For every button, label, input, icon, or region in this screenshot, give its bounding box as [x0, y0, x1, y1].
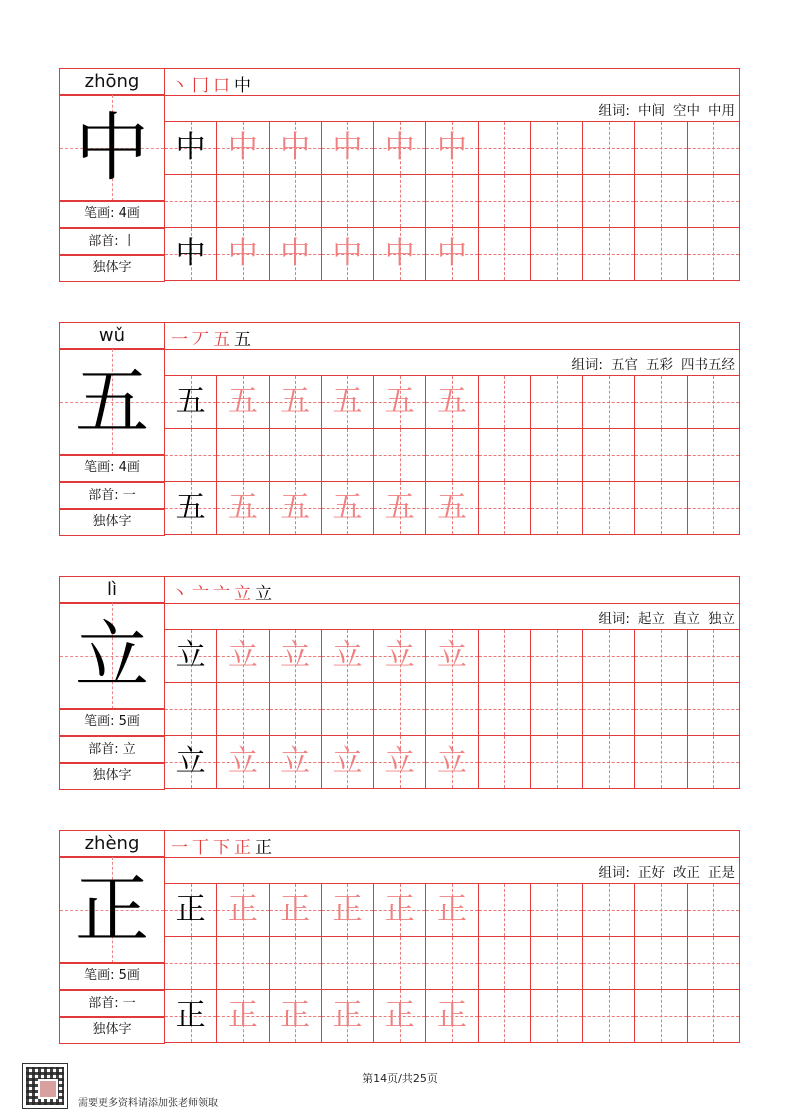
practice-cell[interactable] [322, 736, 374, 789]
practice-cell[interactable] [531, 228, 583, 281]
practice-cell[interactable] [374, 376, 426, 429]
practice-cell[interactable] [635, 122, 687, 175]
practice-cell[interactable] [688, 884, 740, 937]
practice-cell[interactable] [583, 990, 635, 1043]
practice-cell[interactable] [583, 376, 635, 429]
word-examples [590, 861, 735, 881]
pinyin-label: lì [59, 576, 165, 604]
practice-cell[interactable] [688, 429, 740, 482]
practice-cell[interactable] [270, 228, 322, 281]
pinyin-label: zhèng [59, 830, 165, 858]
model-character: 正 [175, 892, 206, 927]
trace-character: 中 [227, 236, 258, 271]
char-info-column [59, 68, 165, 282]
trace-character: 中 [436, 236, 467, 271]
practice-area [165, 830, 740, 1044]
practice-grid [165, 736, 740, 789]
practice-cell[interactable] [531, 884, 583, 937]
practice-cell[interactable] [479, 630, 531, 683]
word-example: 五官 [611, 357, 638, 373]
stroke-sequence [171, 579, 276, 604]
trace-character: 正 [436, 892, 467, 927]
trace-character: 立 [227, 638, 258, 673]
stroke-step: 五 [213, 330, 234, 350]
practice-cell[interactable] [322, 482, 374, 535]
practice-cell[interactable] [426, 175, 478, 228]
practice-cell[interactable] [217, 122, 269, 175]
word-examples-row [165, 856, 740, 884]
trace-character: 立 [384, 638, 415, 673]
practice-cell[interactable] [217, 630, 269, 683]
trace-character: 中 [384, 236, 415, 271]
practice-cell[interactable] [479, 429, 531, 482]
practice-cell[interactable] [374, 122, 426, 175]
practice-cell[interactable] [688, 683, 740, 736]
stroke-sequence [171, 325, 255, 350]
practice-cell[interactable] [322, 937, 374, 990]
practice-cell[interactable] [374, 175, 426, 228]
stroke-final: 五 [234, 330, 255, 350]
practice-cell[interactable] [531, 683, 583, 736]
trace-character: 立 [332, 744, 363, 779]
large-character-box [59, 94, 165, 202]
word-example: 空中 [673, 103, 700, 119]
practice-area [165, 322, 740, 536]
character-block [59, 830, 740, 1044]
practice-cell[interactable] [479, 990, 531, 1043]
stroke-sequence [171, 833, 276, 858]
trace-character: 正 [332, 892, 363, 927]
stroke-count: 笔画: 4画 [59, 200, 165, 228]
practice-cell[interactable] [635, 376, 687, 429]
practice-cell[interactable] [270, 937, 322, 990]
practice-cell[interactable] [165, 884, 217, 937]
practice-cell[interactable] [426, 122, 478, 175]
stroke-final: 立 [255, 584, 276, 604]
practice-cell[interactable] [270, 175, 322, 228]
pinyin-label: zhōng [59, 68, 165, 96]
practice-cell[interactable] [165, 990, 217, 1043]
trace-character: 五 [332, 490, 363, 525]
trace-character: 中 [227, 130, 258, 165]
word-example: 中用 [708, 103, 735, 119]
practice-cell[interactable] [217, 376, 269, 429]
practice-cell[interactable] [479, 228, 531, 281]
practice-cell[interactable] [426, 884, 478, 937]
practice-cell[interactable] [479, 175, 531, 228]
stroke-order-row [165, 68, 740, 96]
trace-character: 正 [332, 998, 363, 1033]
practice-cell[interactable] [479, 482, 531, 535]
practice-cell[interactable] [635, 683, 687, 736]
practice-cell[interactable] [374, 482, 426, 535]
word-examples [590, 99, 735, 119]
stroke-count: 笔画: 5画 [59, 962, 165, 990]
practice-cell[interactable] [270, 736, 322, 789]
practice-cell[interactable] [479, 884, 531, 937]
practice-cell[interactable] [688, 630, 740, 683]
practice-cell[interactable] [217, 482, 269, 535]
trace-character: 正 [227, 892, 258, 927]
word-example: 五彩 [646, 357, 673, 373]
trace-character: 中 [332, 130, 363, 165]
large-character-box [59, 602, 165, 710]
practice-grid [165, 122, 740, 228]
trace-character: 五 [227, 490, 258, 525]
practice-cell[interactable] [531, 937, 583, 990]
practice-cell[interactable] [165, 683, 217, 736]
practice-cell[interactable] [531, 736, 583, 789]
trace-character: 立 [227, 744, 258, 779]
practice-cell[interactable] [322, 884, 374, 937]
character-block [59, 576, 740, 790]
word-example: 直立 [673, 611, 700, 627]
trace-character: 中 [332, 236, 363, 271]
practice-cell[interactable] [479, 122, 531, 175]
practice-cell[interactable] [165, 175, 217, 228]
practice-cell[interactable] [270, 683, 322, 736]
large-character-box [59, 348, 165, 456]
practice-cell[interactable] [635, 990, 687, 1043]
practice-cell[interactable] [217, 990, 269, 1043]
practice-cell[interactable] [217, 937, 269, 990]
trace-character: 五 [436, 384, 467, 419]
practice-cell[interactable] [583, 228, 635, 281]
trace-character: 立 [332, 638, 363, 673]
practice-cell[interactable] [531, 482, 583, 535]
practice-cell[interactable] [688, 990, 740, 1043]
practice-cell[interactable] [270, 482, 322, 535]
word-example: 正是 [708, 865, 735, 881]
practice-cell[interactable] [165, 482, 217, 535]
practice-cell[interactable] [374, 228, 426, 281]
trace-character: 中 [280, 236, 311, 271]
radical: 部首: 立 [59, 736, 165, 764]
words-label: 组词: [598, 103, 630, 119]
words-label: 组词: [598, 611, 630, 627]
practice-cell[interactable] [426, 429, 478, 482]
word-examples [563, 353, 735, 373]
practice-cell[interactable] [217, 683, 269, 736]
practice-cell[interactable] [426, 630, 478, 683]
practice-cell[interactable] [479, 376, 531, 429]
large-character-box [59, 856, 165, 964]
word-example: 起立 [638, 611, 665, 627]
trace-character: 立 [280, 638, 311, 673]
practice-cell[interactable] [635, 482, 687, 535]
practice-cell[interactable] [165, 122, 217, 175]
practice-cell[interactable] [322, 429, 374, 482]
practice-cell[interactable] [426, 482, 478, 535]
character-block [59, 322, 740, 536]
trace-character: 立 [436, 638, 467, 673]
practice-cell[interactable] [217, 175, 269, 228]
trace-character: 立 [436, 744, 467, 779]
practice-cell[interactable] [583, 736, 635, 789]
model-character: 立 [175, 638, 206, 673]
practice-grid [165, 990, 740, 1043]
model-character: 正 [175, 998, 206, 1033]
trace-character: 正 [384, 892, 415, 927]
stroke-order-row [165, 322, 740, 350]
character-block [59, 68, 740, 282]
practice-cell[interactable] [635, 228, 687, 281]
trace-character: 五 [227, 384, 258, 419]
practice-cell[interactable] [583, 482, 635, 535]
large-character: 中 [75, 105, 149, 191]
stroke-step: 下 [213, 838, 234, 858]
stroke-count: 笔画: 4画 [59, 454, 165, 482]
large-character: 五 [75, 359, 149, 445]
practice-cell[interactable] [688, 122, 740, 175]
practice-cell[interactable] [270, 122, 322, 175]
words-label: 组词: [598, 865, 630, 881]
practice-cell[interactable] [426, 683, 478, 736]
stroke-step: 丶 [171, 76, 192, 96]
stroke-step: 亠 [192, 584, 213, 604]
practice-cell[interactable] [165, 630, 217, 683]
practice-cell[interactable] [479, 736, 531, 789]
practice-cell[interactable] [165, 429, 217, 482]
model-character: 立 [175, 744, 206, 779]
trace-character: 正 [280, 998, 311, 1033]
stroke-step: 丶 [171, 584, 192, 604]
practice-cell[interactable] [217, 228, 269, 281]
stroke-step: 正 [234, 838, 255, 858]
practice-area [165, 576, 740, 790]
stroke-final: 正 [255, 838, 276, 858]
char-info-column [59, 322, 165, 536]
practice-cell[interactable] [583, 683, 635, 736]
practice-cell[interactable] [374, 630, 426, 683]
word-examples-row [165, 94, 740, 122]
practice-cell[interactable] [479, 937, 531, 990]
structure: 独体字 [59, 1016, 165, 1044]
practice-area [165, 68, 740, 282]
model-character: 五 [175, 384, 206, 419]
practice-grid [165, 228, 740, 281]
practice-cell[interactable] [322, 122, 374, 175]
trace-character: 五 [280, 384, 311, 419]
char-info-column [59, 576, 165, 790]
practice-cell[interactable] [531, 122, 583, 175]
practice-cell[interactable] [322, 376, 374, 429]
trace-character: 正 [384, 998, 415, 1033]
practice-cell[interactable] [374, 736, 426, 789]
trace-character: 中 [280, 130, 311, 165]
page-number: 第14页/共25页 [362, 1072, 438, 1085]
practice-cell[interactable] [217, 736, 269, 789]
radical: 部首: 一 [59, 482, 165, 510]
practice-cell[interactable] [426, 376, 478, 429]
model-character: 中 [175, 236, 206, 271]
practice-cell[interactable] [583, 429, 635, 482]
practice-cell[interactable] [165, 937, 217, 990]
word-example: 改正 [673, 865, 700, 881]
stroke-order-row [165, 830, 740, 858]
word-examples-row [165, 602, 740, 630]
practice-cell[interactable] [635, 736, 687, 789]
practice-cell[interactable] [635, 630, 687, 683]
practice-cell[interactable] [583, 122, 635, 175]
pinyin-label: wǔ [59, 322, 165, 350]
trace-character: 正 [280, 892, 311, 927]
practice-cell[interactable] [426, 937, 478, 990]
model-character: 中 [175, 130, 206, 165]
practice-cell[interactable] [322, 630, 374, 683]
practice-cell[interactable] [688, 175, 740, 228]
practice-cell[interactable] [322, 228, 374, 281]
practice-cell[interactable] [374, 937, 426, 990]
practice-grid [165, 630, 740, 736]
trace-character: 正 [436, 998, 467, 1033]
practice-cell[interactable] [165, 228, 217, 281]
model-character: 五 [175, 490, 206, 525]
practice-cell[interactable] [531, 990, 583, 1043]
practice-cell[interactable] [531, 376, 583, 429]
practice-cell[interactable] [688, 482, 740, 535]
practice-cell[interactable] [426, 990, 478, 1043]
practice-cell[interactable] [165, 376, 217, 429]
practice-cell[interactable] [635, 884, 687, 937]
practice-cell[interactable] [322, 683, 374, 736]
practice-cell[interactable] [270, 884, 322, 937]
stroke-step: 立 [234, 584, 255, 604]
practice-cell[interactable] [270, 429, 322, 482]
trace-character: 五 [384, 384, 415, 419]
practice-cell[interactable] [531, 429, 583, 482]
practice-cell[interactable] [688, 228, 740, 281]
practice-cell[interactable] [270, 630, 322, 683]
practice-cell[interactable] [635, 937, 687, 990]
practice-cell[interactable] [583, 175, 635, 228]
practice-cell[interactable] [635, 429, 687, 482]
practice-cell[interactable] [426, 228, 478, 281]
practice-grid [165, 884, 740, 990]
practice-cell[interactable] [531, 175, 583, 228]
trace-character: 五 [332, 384, 363, 419]
trace-character: 中 [436, 130, 467, 165]
practice-cell[interactable] [583, 884, 635, 937]
practice-cell[interactable] [165, 736, 217, 789]
practice-cell[interactable] [583, 937, 635, 990]
practice-cell[interactable] [270, 990, 322, 1043]
stroke-order-row [165, 576, 740, 604]
stroke-step: 冂 [192, 76, 213, 96]
practice-cell[interactable] [374, 884, 426, 937]
practice-cell[interactable] [635, 175, 687, 228]
practice-cell[interactable] [217, 429, 269, 482]
practice-cell[interactable] [374, 990, 426, 1043]
practice-cell[interactable] [531, 630, 583, 683]
stroke-step: 口 [213, 76, 234, 96]
stroke-step: 丆 [192, 330, 213, 350]
trace-character: 五 [280, 490, 311, 525]
stroke-step: 一 [171, 330, 192, 350]
word-example: 独立 [708, 611, 735, 627]
promo-text: 需要更多资料请添加张老师领取 [78, 1098, 218, 1109]
practice-cell[interactable] [217, 884, 269, 937]
word-examples [590, 607, 735, 627]
practice-cell[interactable] [583, 630, 635, 683]
stroke-sequence [171, 71, 255, 96]
practice-cell[interactable] [374, 683, 426, 736]
trace-character: 五 [436, 490, 467, 525]
stroke-step: 一 [171, 838, 192, 858]
practice-grid [165, 482, 740, 535]
word-example: 四书五经 [681, 357, 735, 373]
trace-character: 立 [384, 744, 415, 779]
large-character: 立 [75, 613, 149, 699]
practice-cell[interactable] [322, 990, 374, 1043]
practice-cell[interactable] [270, 376, 322, 429]
stroke-step: 丅 [192, 838, 213, 858]
practice-grid [165, 376, 740, 482]
structure: 独体字 [59, 508, 165, 536]
char-info-column [59, 830, 165, 1044]
trace-character: 立 [280, 744, 311, 779]
word-example: 中间 [638, 103, 665, 119]
practice-cell[interactable] [479, 683, 531, 736]
stroke-step: 亠 [213, 584, 234, 604]
practice-cell[interactable] [426, 736, 478, 789]
practice-cell[interactable] [374, 429, 426, 482]
practice-cell[interactable] [322, 175, 374, 228]
stroke-final: 中 [234, 76, 255, 96]
practice-cell[interactable] [688, 736, 740, 789]
word-example: 正好 [638, 865, 665, 881]
trace-character: 中 [384, 130, 415, 165]
words-label: 组词: [571, 357, 603, 373]
radical: 部首: 一 [59, 990, 165, 1018]
practice-cell[interactable] [688, 937, 740, 990]
stroke-count: 笔画: 5画 [59, 708, 165, 736]
trace-character: 正 [227, 998, 258, 1033]
trace-character: 五 [384, 490, 415, 525]
practice-cell[interactable] [688, 376, 740, 429]
word-examples-row [165, 348, 740, 376]
large-character: 正 [75, 867, 149, 953]
structure: 独体字 [59, 254, 165, 282]
radical: 部首: 丨 [59, 228, 165, 256]
structure: 独体字 [59, 762, 165, 790]
